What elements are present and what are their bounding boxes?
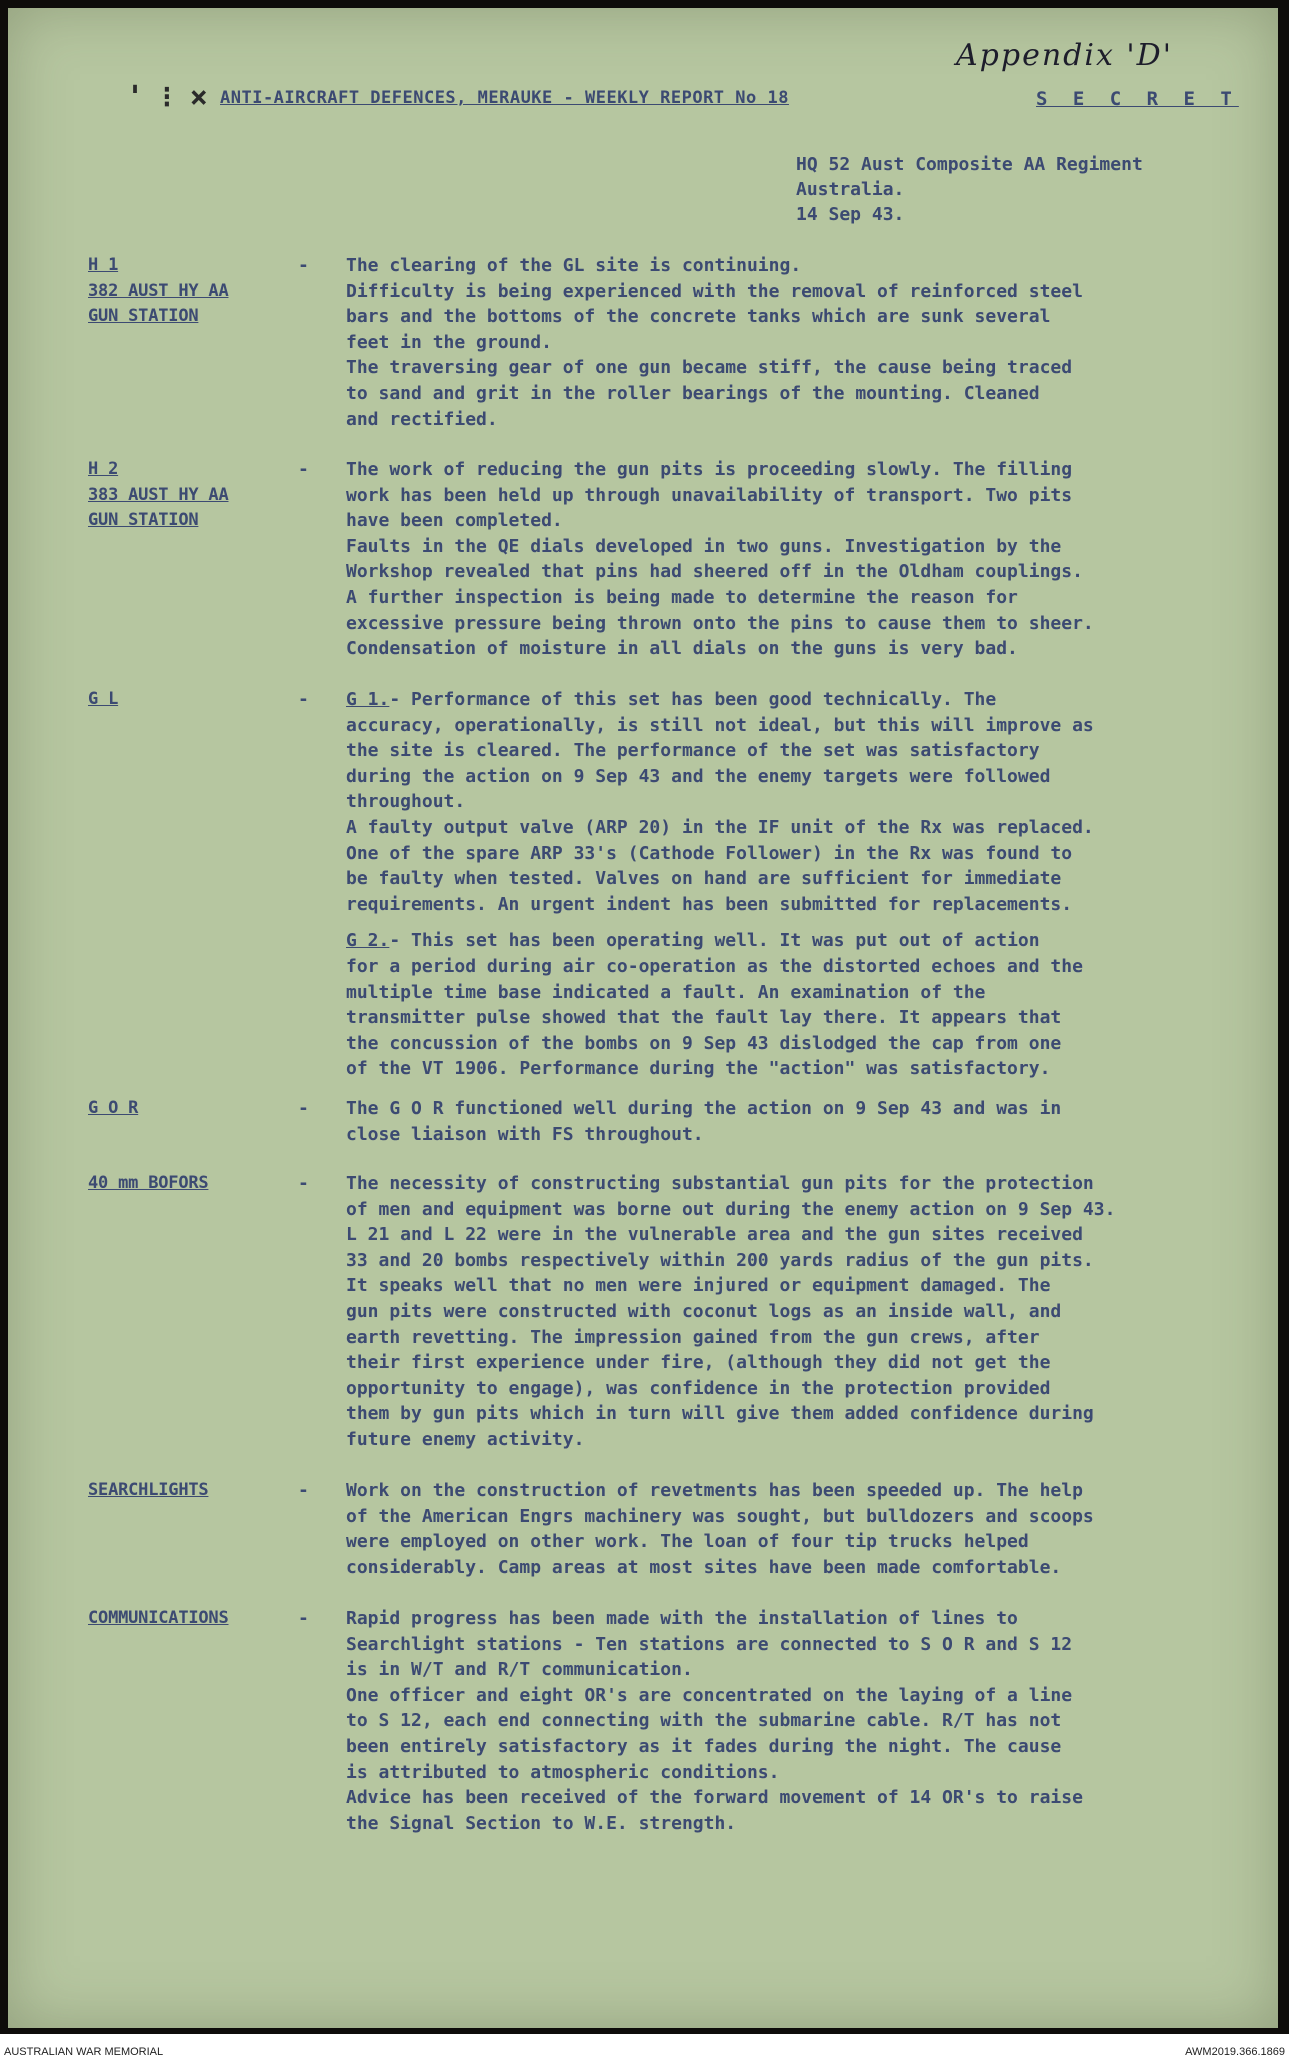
body-line: Faults in the QE dials developed in two guns. Investigation by the [346,535,1062,557]
section-dash: - [298,1480,309,1501]
heading-line: COMMUNICATIONS [88,1608,229,1628]
heading-line: H 2 [88,459,119,479]
body-line: One officer and eight OR's are concentrated on the laying of a line [346,1684,1073,1706]
heading-line: 40 mm BOFORS [88,1173,209,1193]
body-line: to S 12, each end connecting with the submarine cable. R/T has not [346,1710,1062,1732]
handwritten-appendix-note: Appendix 'D' [956,38,1173,73]
footer-institution: AUSTRALIAN WAR MEMORIAL [4,2046,164,2058]
body-line: throughout. [346,791,466,813]
body-line: the Signal Section to W.E. strength. [346,1812,737,1834]
section-dash: - [298,689,309,710]
body-line: is attributed to atmospheric conditions. [346,1761,780,1783]
body-line: of the American Engrs machinery was sought, but bulldozers and scoops [346,1505,1094,1527]
body-line: accuracy, operationally, is still not ideal, but this will improve as [346,714,1094,736]
heading-line: 382 AUST HY AA [88,280,229,301]
body-line: Rapid progress has been made with the installation of lines to [346,1608,1018,1629]
body-line: gun pits were constructed with coconut logs as an inside wall, and [346,1300,1062,1322]
section-dash: - [298,255,309,276]
body-line: considerably. Camp areas at most sites have been made comfortable. [346,1556,1062,1578]
margin-marks: ' ⁝ × [126,80,208,115]
body-line: Difficulty is being experienced with the removal of reinforced steel [346,280,1083,302]
body-line: Workshop revealed that pins had sheered off in the Oldham couplings. [346,561,1083,583]
classification-stamp: S E C R E T [1036,88,1239,110]
body-line: Condensation of moisture in all dials on the guns is very bad. [346,638,1018,660]
section-heading [88,687,298,713]
body-line: been entirely satisfactory as it fades during the night. The cause [346,1735,1062,1757]
section-heading [88,253,298,330]
body-line: of men and equipment was borne out during the enemy action on 9 Sep 43. [346,1198,1116,1220]
body-line: The G O R functioned well during the action on 9 Sep 43 and was in [346,1098,1062,1119]
heading-line: G L [88,689,119,709]
subsection-label-g2: G 2. [346,930,390,952]
body-line: A faulty output valve (ARP 20) in the IF unit of the Rx was replaced. [346,816,1094,838]
heading-line: SEARCHLIGHTS [88,1480,209,1500]
archive-footer [0,2034,1289,2061]
section-heading [88,1478,298,1504]
body-line: earth revetting. The impression gained from the gun crews, after [346,1326,1040,1348]
body-line: Searchlight stations - Ten stations are connected to S O R and S 12 [346,1633,1073,1655]
body-line: during the action on 9 Sep 43 and the enemy targets were followed [346,765,1051,787]
section-body [346,1171,1246,1453]
section-heading [88,1606,298,1632]
body-line: transmitter pulse showed that the fault lay there. It appears that [346,1007,1062,1029]
section-heading [88,1096,298,1122]
body-line [346,687,1246,713]
body-line: the site is cleared. The performance of the set was satisfactory [346,740,1040,762]
body-line: The traversing gear of one gun became stiff, the cause being traced [346,357,1073,379]
heading-line: G O R [88,1098,139,1118]
body-line: Work on the construction of revetments has been speeded up. The help [346,1480,1083,1501]
body-line: the concussion of the bombs on 9 Sep 43 dislodged the cap from one [346,1032,1062,1054]
body-line: The clearing of the GL site is continuing. [346,255,802,276]
body-line: bars and the bottoms of the concrete tanks which are sunk several [346,306,1051,328]
section-dash: - [298,1098,309,1119]
section-heading [88,457,298,534]
body-line: were employed on other work. The loan of four tip trucks helped [346,1531,1029,1553]
body-line: have been completed. [346,510,563,532]
body-line: Advice has been received of the forward movement of 14 OR's to raise [346,1787,1083,1809]
heading-line: H 1 [88,255,119,275]
subsection-label-g1: G 1. [346,689,390,710]
heading-line: GUN STATION [88,510,199,531]
footer-accession-number: AWM2019.366.1869 [1185,2046,1285,2058]
origin-line: HQ 52 Aust Composite AA Regiment [796,154,1143,175]
body-line: One of the spare ARP 33's (Cathode Follower) in the Rx was found to [346,842,1073,864]
body-line: to sand and grit in the roller bearings of the mounting. Cleaned [346,382,1040,404]
body-line: excessive pressure being thrown onto the pins to cause them to sheer. [346,612,1094,634]
body-line: opportunity to engage), was confidence in the protection provided [346,1377,1051,1399]
section-body-g1 [346,687,1246,1082]
body-line [346,928,1246,954]
report-title: ANTI-AIRCRAFT DEFENCES, MERAUKE - WEEKLY REPORT No 18 [220,88,789,108]
body-line: be faulty when tested. Valves on hand are sufficient for immediate [346,868,1062,890]
body-line: is in W/T and R/T communication. [346,1659,693,1681]
section-body [346,1478,1246,1580]
section-dash: - [298,1608,309,1629]
body-line: for a period during air co-operation as the distorted echoes and the [346,955,1083,977]
body-line: requirements. An urgent indent has been submitted for replacements. [346,893,1073,915]
body-line: feet in the ground. [346,331,552,353]
body-line: work has been held up through unavailability of transport. Two pits [346,484,1073,506]
section-dash: - [298,459,309,480]
body-line: multiple time base indicated a fault. An examination of the [346,981,986,1003]
document-page [8,8,1278,2028]
body-line: The work of reducing the gun pits is proceeding slowly. The filling [346,459,1073,480]
body-line: It speaks well that no men were injured or equipment damaged. The [346,1275,1051,1297]
origin-block [796,152,1143,227]
heading-line: GUN STATION [88,306,199,327]
heading-line: 383 AUST HY AA [88,484,229,505]
section-heading [88,1171,298,1197]
body-line: their first experience under fire, (although they did not get the [346,1352,1051,1374]
section-body [346,1606,1246,1836]
body-line: A further inspection is being made to determine the reason for [346,586,1018,608]
body-line: The necessity of constructing substantial gun pits for the protection [346,1173,1094,1194]
body-line: close liaison with FS throughout. [346,1123,704,1145]
body-line: L 21 and L 22 were in the vulnerable area and the gun sites received [346,1224,1083,1246]
body-line: them by gun pits which in turn will give them added confidence during [346,1403,1094,1425]
body-line: future enemy activity. [346,1428,585,1450]
body-line: 33 and 20 bombs respectively within 200 yards radius of the gun pits. [346,1249,1094,1271]
body-text: - Performance of this set has been good technically. The [389,689,997,710]
section-body [346,457,1246,662]
origin-line: Australia. [796,179,905,200]
body-line: of the VT 1906. Performance during the "action" was satisfactory. [346,1058,1051,1080]
body-line: and rectified. [346,408,498,430]
origin-line: 14 Sep 43. [796,204,905,225]
section-dash: - [298,1173,309,1194]
body-text: - This set has been operating well. It was put out of action [389,930,1040,952]
section-body [346,1096,1246,1147]
section-body [346,253,1246,432]
